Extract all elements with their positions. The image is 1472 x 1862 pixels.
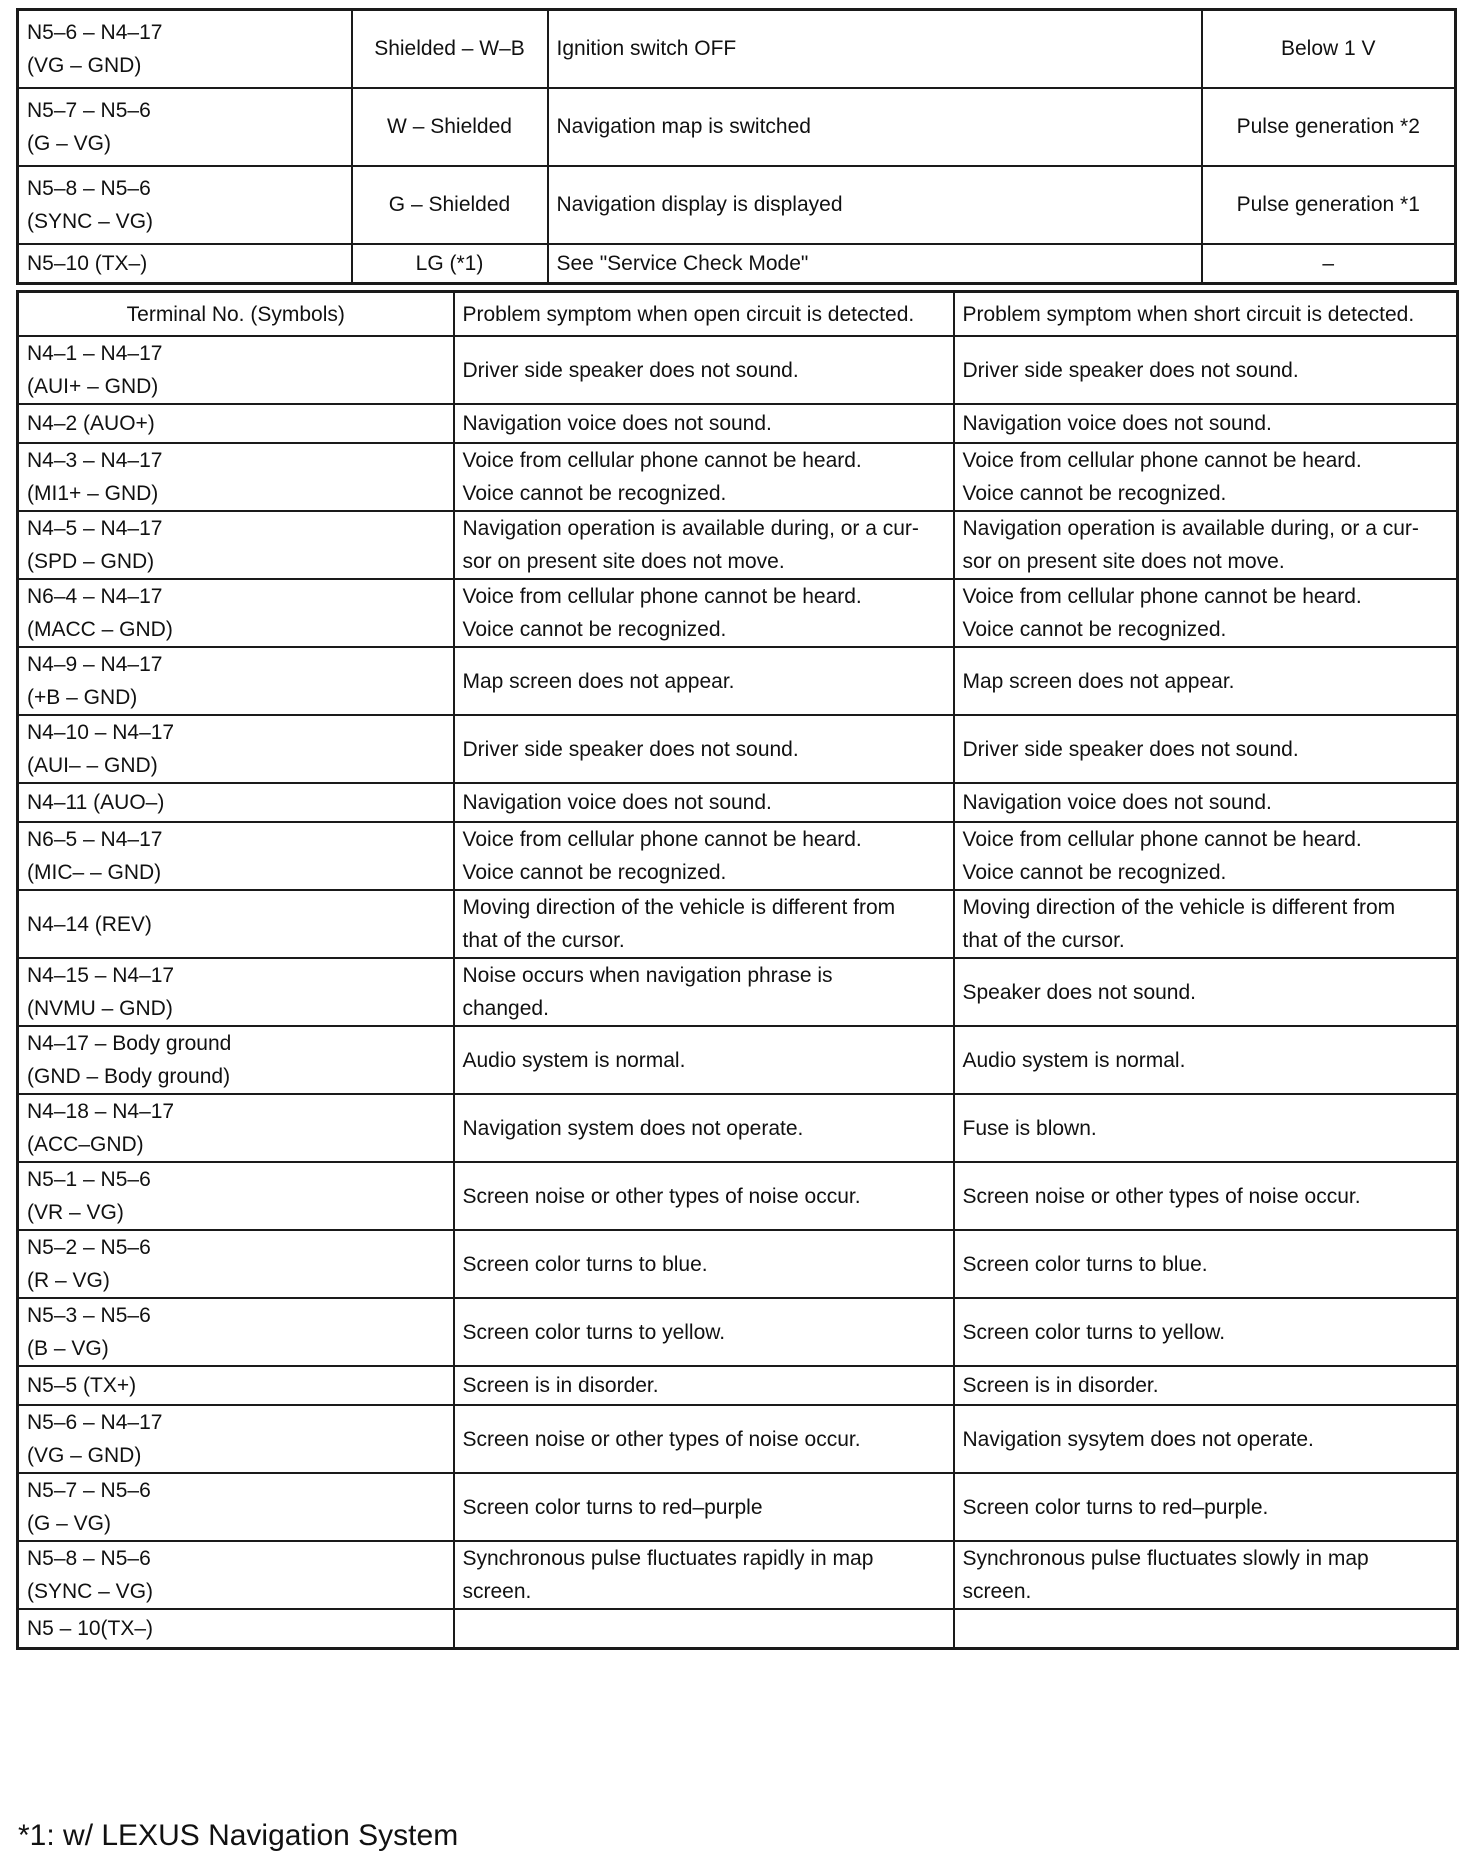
table-row (18, 1473, 1458, 1541)
short-circuit-symptom: Moving direction of the vehicle is different from that of the cursor. (954, 890, 1458, 958)
terminal-cell: N5–8 – N5–6 (SYNC – VG) (18, 166, 352, 244)
short-circuit-symptom: Navigation voice does not sound. (954, 783, 1458, 822)
wiring-cell: Shielded – W–B (352, 10, 548, 88)
short-circuit-symptom: Screen color turns to red–purple. (954, 1473, 1458, 1541)
short-circuit-symptom: Navigation voice does not sound. (954, 404, 1458, 443)
terminal-cell: N5–5 (TX+) (18, 1366, 454, 1405)
terminal-cell: N4–18 – N4–17 (ACC–GND) (18, 1094, 454, 1162)
table-row (18, 1609, 1458, 1648)
open-circuit-symptom (454, 1609, 954, 1648)
terminal-cell: N4–17 – Body ground (GND – Body ground) (18, 1026, 454, 1094)
open-circuit-symptom: Noise occurs when navigation phrase is changed. (454, 958, 954, 1026)
table-row (18, 715, 1458, 783)
table-header-row (18, 292, 1458, 337)
open-circuit-symptom: Navigation voice does not sound. (454, 404, 954, 443)
table-row (18, 404, 1458, 443)
table-row (18, 1541, 1458, 1609)
open-circuit-symptom: Voice from cellular phone cannot be heard. Voice cannot be recognized. (454, 443, 954, 511)
short-circuit-symptom: Screen noise or other types of noise occur. (954, 1162, 1458, 1230)
open-circuit-symptom: Moving direction of the vehicle is different from that of the cursor. (454, 890, 954, 958)
table-row (18, 1298, 1458, 1366)
spec-cell: Pulse generation *1 (1202, 166, 1456, 244)
condition-cell: See "Service Check Mode" (548, 244, 1202, 284)
header-short-circuit: Problem symptom when short circuit is detected. (954, 292, 1458, 337)
open-circuit-symptom: Synchronous pulse fluctuates rapidly in map screen. (454, 1541, 954, 1609)
short-circuit-symptom: Screen color turns to yellow. (954, 1298, 1458, 1366)
table-row (18, 443, 1458, 511)
open-circuit-symptom: Screen color turns to yellow. (454, 1298, 954, 1366)
terminal-cell: N4–1 – N4–17 (AUI+ – GND) (18, 336, 454, 404)
short-circuit-symptom: Driver side speaker does not sound. (954, 336, 1458, 404)
open-circuit-symptom: Screen is in disorder. (454, 1366, 954, 1405)
table-row (18, 822, 1458, 890)
short-circuit-symptom: Fuse is blown. (954, 1094, 1458, 1162)
header-open-circuit: Problem symptom when open circuit is detected. (454, 292, 954, 337)
table-row (18, 166, 1456, 244)
terminal-cell: N4–2 (AUO+) (18, 404, 454, 443)
wiring-cell: W – Shielded (352, 88, 548, 166)
open-circuit-symptom: Screen color turns to red–purple (454, 1473, 954, 1541)
footnote: *1: w/ LEXUS Navigation System (18, 1819, 459, 1852)
terminal-cell: N4–3 – N4–17 (MI1+ – GND) (18, 443, 454, 511)
table-row (18, 1026, 1458, 1094)
terminal-cell: N4–15 – N4–17 (NVMU – GND) (18, 958, 454, 1026)
table-row (18, 511, 1458, 579)
terminal-cell: N5–7 – N5–6 (G – VG) (18, 1473, 454, 1541)
terminal-cell: N5–10 (TX–) (18, 244, 352, 284)
connector-spec-table (16, 8, 1457, 285)
open-circuit-symptom: Screen noise or other types of noise occur. (454, 1405, 954, 1473)
terminal-cell: N5–3 – N5–6 (B – VG) (18, 1298, 454, 1366)
table-row (18, 958, 1458, 1026)
short-circuit-symptom: Audio system is normal. (954, 1026, 1458, 1094)
short-circuit-symptom: Voice from cellular phone cannot be heard. Voice cannot be recognized. (954, 822, 1458, 890)
open-circuit-symptom: Screen color turns to blue. (454, 1230, 954, 1298)
table-row (18, 88, 1456, 166)
terminal-cell: N6–4 – N4–17 (MACC – GND) (18, 579, 454, 647)
table-row (18, 1162, 1458, 1230)
short-circuit-symptom: Screen is in disorder. (954, 1366, 1458, 1405)
open-circuit-symptom: Screen noise or other types of noise occur. (454, 1162, 954, 1230)
wiring-cell: G – Shielded (352, 166, 548, 244)
terminal-cell: N5–8 – N5–6 (SYNC – VG) (18, 1541, 454, 1609)
table-row (18, 336, 1458, 404)
open-circuit-symptom: Audio system is normal. (454, 1026, 954, 1094)
terminal-cell: N5–6 – N4–17 (VG – GND) (18, 1405, 454, 1473)
open-circuit-symptom: Voice from cellular phone cannot be heard. Voice cannot be recognized. (454, 579, 954, 647)
short-circuit-symptom: Map screen does not appear. (954, 647, 1458, 715)
short-circuit-symptom: Navigation sysytem does not operate. (954, 1405, 1458, 1473)
terminal-cell: N5 – 10(TX–) (18, 1609, 454, 1648)
terminal-cell: N4–5 – N4–17 (SPD – GND) (18, 511, 454, 579)
short-circuit-symptom: Speaker does not sound. (954, 958, 1458, 1026)
terminal-cell: N5–2 – N5–6 (R – VG) (18, 1230, 454, 1298)
spec-cell: Below 1 V (1202, 10, 1456, 88)
table-row (18, 1230, 1458, 1298)
open-circuit-symptom: Driver side speaker does not sound. (454, 715, 954, 783)
open-circuit-symptom: Navigation system does not operate. (454, 1094, 954, 1162)
short-circuit-symptom: Synchronous pulse fluctuates slowly in map screen. (954, 1541, 1458, 1609)
short-circuit-symptom: Navigation operation is available during, or a cur- sor on present site does not move. (954, 511, 1458, 579)
open-circuit-symptom: Navigation operation is available during, or a cur- sor on present site does not move. (454, 511, 954, 579)
open-circuit-symptom: Voice from cellular phone cannot be heard. Voice cannot be recognized. (454, 822, 954, 890)
wiring-cell: LG (*1) (352, 244, 548, 284)
terminal-cell: N5–1 – N5–6 (VR – VG) (18, 1162, 454, 1230)
short-circuit-symptom (954, 1609, 1458, 1648)
table-row (18, 1094, 1458, 1162)
terminal-cell: N4–10 – N4–17 (AUI– – GND) (18, 715, 454, 783)
condition-cell: Navigation display is displayed (548, 166, 1202, 244)
terminal-cell: N4–9 – N4–17 (+B – GND) (18, 647, 454, 715)
table-row (18, 1366, 1458, 1405)
spec-cell: – (1202, 244, 1456, 284)
terminal-cell: N5–6 – N4–17 (VG – GND) (18, 10, 352, 88)
table-body (18, 336, 1458, 1648)
table-row (18, 890, 1458, 958)
table-row (18, 244, 1456, 284)
table-row (18, 1405, 1458, 1473)
condition-cell: Navigation map is switched (548, 88, 1202, 166)
open-circuit-symptom: Driver side speaker does not sound. (454, 336, 954, 404)
short-circuit-symptom: Screen color turns to blue. (954, 1230, 1458, 1298)
table-row (18, 579, 1458, 647)
table-row (18, 647, 1458, 715)
short-circuit-symptom: Driver side speaker does not sound. (954, 715, 1458, 783)
problem-symptom-table (16, 290, 1459, 1650)
terminal-cell: N4–14 (REV) (18, 890, 454, 958)
spec-cell: Pulse generation *2 (1202, 88, 1456, 166)
short-circuit-symptom: Voice from cellular phone cannot be heard. Voice cannot be recognized. (954, 443, 1458, 511)
terminal-cell: N6–5 – N4–17 (MIC– – GND) (18, 822, 454, 890)
header-terminal: Terminal No. (Symbols) (18, 292, 454, 337)
terminal-cell: N5–7 – N5–6 (G – VG) (18, 88, 352, 166)
open-circuit-symptom: Navigation voice does not sound. (454, 783, 954, 822)
table-row (18, 783, 1458, 822)
open-circuit-symptom: Map screen does not appear. (454, 647, 954, 715)
condition-cell: Ignition switch OFF (548, 10, 1202, 88)
table-row (18, 10, 1456, 88)
terminal-cell: N4–11 (AUO–) (18, 783, 454, 822)
short-circuit-symptom: Voice from cellular phone cannot be heard. Voice cannot be recognized. (954, 579, 1458, 647)
